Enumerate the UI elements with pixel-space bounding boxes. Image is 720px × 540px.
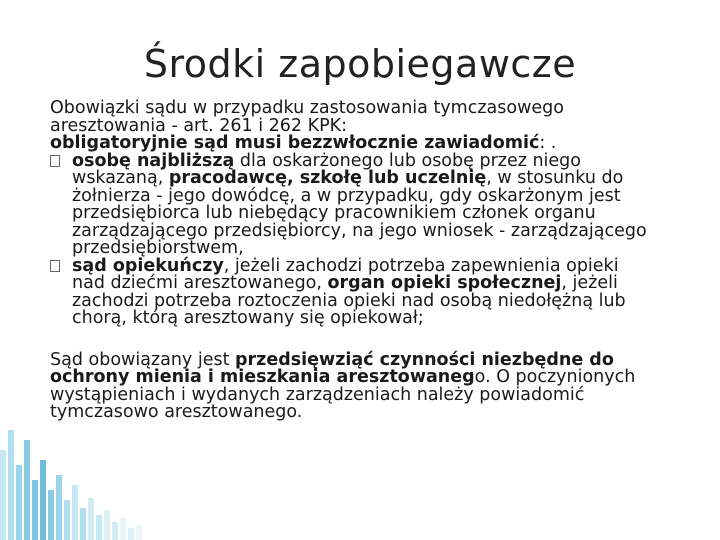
obligation-tail: : . (539, 133, 557, 153)
bullet-box-icon (50, 260, 60, 272)
closing-text: o. O poczynionych wystąpieniach i wydanych zarządzeniach należy powiadomić tymczasowo aresztowanego. (50, 367, 636, 422)
slide-title: Środki zapobiegawcze (143, 42, 577, 86)
bullet-text-bold: pracodawcę, szkołę lub uczelnię (168, 168, 487, 188)
bullet-text: , w stosunku do żołnierza - jego dowódcę, a w przypadku, gdy oskarżonym jest przedsiębiorca lub niebędący pracownikiem członek organu zarządzającego przedsiębiorcy, na jego wniosek - zarządzającego przedsiębiorstwem, (72, 168, 647, 258)
closing-text-bold: przedsięwziąć czynności niezbędne do ochrony mienia i mieszkania aresztowaneg (50, 349, 614, 387)
list-item (50, 150, 650, 258)
spacer (50, 328, 650, 352)
closing-paragraph (50, 349, 650, 422)
bullet-text: , jeżeli zachodzi potrzeba roztoczenia opieki nad osobą niedołężną lub chorą, którą aresztowany się opiekował; (72, 273, 626, 328)
list-item (50, 255, 650, 328)
closing-text: Sąd obowiązany jest (50, 349, 236, 370)
obligation-bold: obligatoryjnie sąd musi bezzwłocznie zawiadomić (50, 133, 540, 153)
bullet-text-bold: osobę najbliższą (72, 150, 235, 171)
bullet-list (50, 150, 650, 328)
intro-text: Obowiązki sądu w przypadku zastosowania tymczasowego aresztowania - art. 261 i 262 KPK: (50, 98, 564, 136)
bullet-box-icon (50, 155, 60, 167)
bullet-text: dla oskarżonego lub osobę przez niego wskazaną, (72, 150, 581, 188)
bullet-text-bold: sąd opiekuńczy (72, 255, 224, 276)
bullet-text: , jeżeli zachodzi potrzeba zapewnienia opieki nad dziećmi aresztowanego, (72, 255, 619, 293)
bullet-text-bold: organ opieki społecznej (327, 273, 562, 293)
slide-body (50, 100, 650, 422)
